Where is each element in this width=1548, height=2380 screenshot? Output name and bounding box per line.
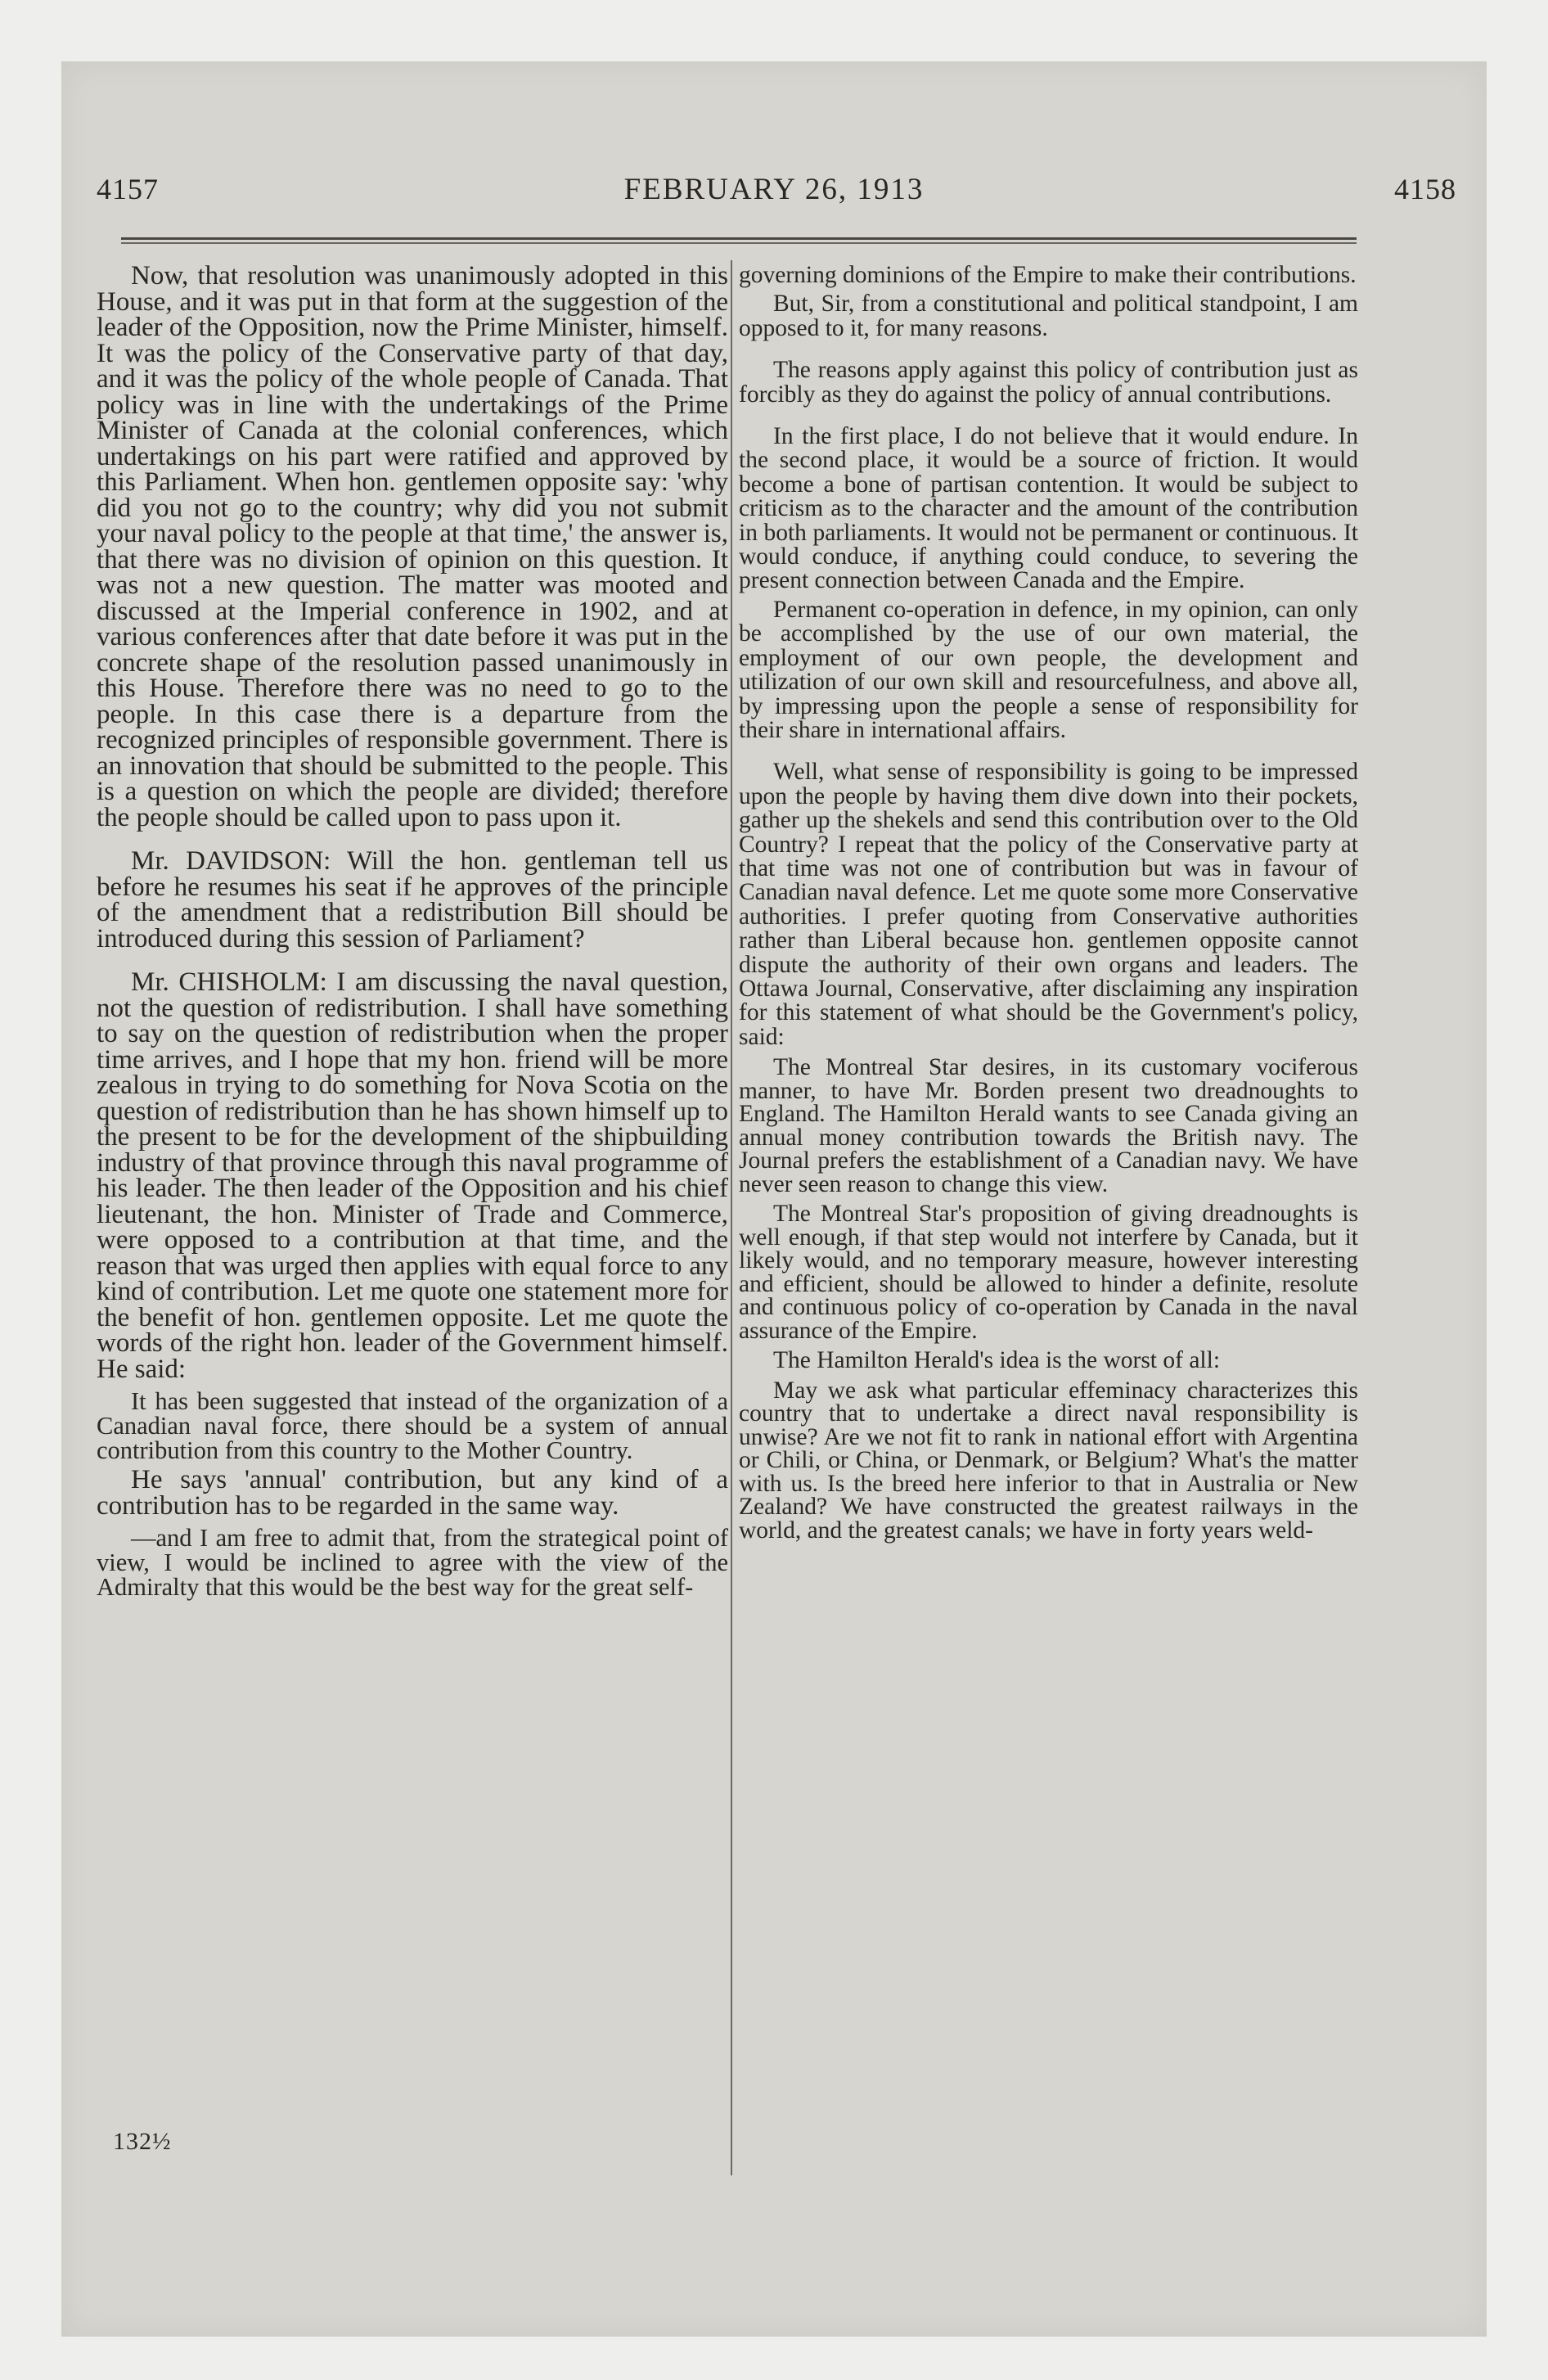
quotation: —and I am free to admit that, from the strategical point of view, I would be inclined to agree with the view of the Admiralty that this would be the best way for the great self-: [97, 1524, 728, 1601]
quotation: May we ask what particular effeminacy characterizes this country that to undertake a direct naval responsibility is unwise? Are we not fit to rank in national effort with Argentina or Chili, or China, or Denmark, or Belgium? What's the matter with us. Is the breed here inferior to that in Australia or New Zealand? We have constructed the greatest railways in the world, and the greatest canals; we have in forty years weld-: [739, 1377, 1358, 1544]
column-divider: [731, 260, 732, 2175]
header-rule-thin: [121, 242, 1357, 244]
quotation: The Montreal Star's proposition of giving dreadnoughts is well enough, if that step would not interfere by Canada, but it likely would, and no temporary measure, however interesting and efficient, should be allowed to hinder a definite, resolute and continuous policy of co-operation by Canada in the naval assurance of the Empire.: [739, 1201, 1358, 1344]
right-page-number: 4158: [1394, 173, 1456, 205]
paragraph-davidson: Mr. DAVIDSON: Will the hon. gentleman tell us before he resumes his seat if he approves of the principle of the amendment that a redistribution Bill should be introduced during this session of Parliament?: [97, 846, 728, 953]
paragraph: The reasons apply against this policy of contribution just as forcibly as they do against the policy of annual contributions.: [739, 357, 1358, 408]
header-rule: [121, 237, 1357, 240]
paragraph: Now, that resolution was unanimously adopted in this House, and it was put in that form at the suggestion of the leader of the Opposition, now the Prime Minister, himself. It was the policy of the Conservative party of that day, and it was the policy of the whole people of Canada. That policy was in line with the undertakings of the Prime Minister of Canada at the colonial conferences, which undertakings on his part were ratified and approved by this Parliament. When hon. gentlemen opposite say: 'why did you not go to the country; why did you not submit your naval policy to the people at that time,' the answer is, that there was no division of opinion on this question. It was not a new question. The matter was mooted and discussed at the Imperial conference in 1902, and at various conferences after that date before it was put in the concrete shape of the resolution passed unanimously in this House. Therefore there was no need to go to the people. In this case there is a departure from the recognized principles of responsible government. There is an innovation that should be submitted to the people. This is a question on which the people are divided; therefore the people should be called upon to pass upon it.: [97, 261, 728, 832]
paragraph: He says 'annual' contribution, but any kind of a contribution has to be regarded in the same way.: [97, 1465, 728, 1521]
quotation: It has been suggested that instead of the organization of a Canadian naval force, there should be a system of annual contribution from this country to the Mother Country.: [97, 1387, 728, 1464]
quotation: The Hamilton Herald's idea is the worst of all:: [773, 1347, 1221, 1374]
paragraph: governing dominions of the Empire to make their contributions.: [739, 262, 1357, 288]
signature-mark: 132½: [113, 2128, 172, 2155]
quotation: The Montreal Star desires, in its customary vociferous manner, to have Mr. Borden present two dreadnoughts to England. The Hamilton Herald wants to see Canada giving an annual money contribution towards the British navy. The Journal prefers the establishment of a Canadian navy. We have never seen reason to change this view.: [739, 1054, 1358, 1197]
left-page-number: 4157: [97, 173, 159, 205]
page-date: FEBRUARY 26, 1913: [623, 173, 925, 206]
paragraph: In the first place, I do not believe that it would endure. In the second place, it would be a source of friction. It would become a bone of partisan contention. It would be subject to criticism as to the character and the amount of the contribution in both parliaments. It would not be permanent or continuous. It would conduce, if anything could conduce, to severing the present connection between Canada and the Empire.: [739, 423, 1358, 594]
paragraph: Well, what sense of responsibility is going to be impressed upon the people by having them dive down into their pockets, gather up the shekels and send this contribution over to the Old Country? I repeat that the policy of the Conservative party at that time was not one of contribution but was in favour of Canadian naval defence. Let me quote some more Conservative authorities. I prefer quoting from Conservative authorities rather than Liberal because hon. gentlemen opposite cannot dispute the authority of their own organs and leaders. The Ottawa Journal, Conservative, after disclaiming any inspiration for this statement of what should be the Government's policy, said:: [739, 759, 1358, 1050]
paragraph: But, Sir, from a constitutional and political standpoint, I am opposed to it, for many reasons.: [739, 291, 1358, 341]
left-column: [97, 261, 728, 1604]
right-column: [739, 264, 1358, 1547]
paragraph-chisholm: Mr. CHISHOLM: I am discussing the naval question, not the question of redistribution. I shall have something to say on the question of redistribution when the proper time arrives, and I hope that my hon. friend will be more zealous in trying to do something for Nova Scotia on the question of redistribution than he has shown himself up to the present to be for the development of the shipbuilding industry of that province through this naval programme of his leader. The then leader of the Opposition and his chief lieutenant, the hon. Minister of Trade and Commerce, were opposed to a contribution at that time, and the reason that was urged then applies with equal force to any kind of contribution. Let me quote one statement more for the benefit of hon. gentlemen opposite. Let me quote the words of the right hon. leader of the Government himself. He said:: [97, 967, 728, 1384]
paragraph: Permanent co-operation in defence, in my opinion, can only be accomplished by the use of our own material, the employment of our own people, the development and utilization of our own skill and resourcefulness, and above all, by impressing upon the people a sense of responsibility for their share in international affairs.: [739, 596, 1358, 743]
